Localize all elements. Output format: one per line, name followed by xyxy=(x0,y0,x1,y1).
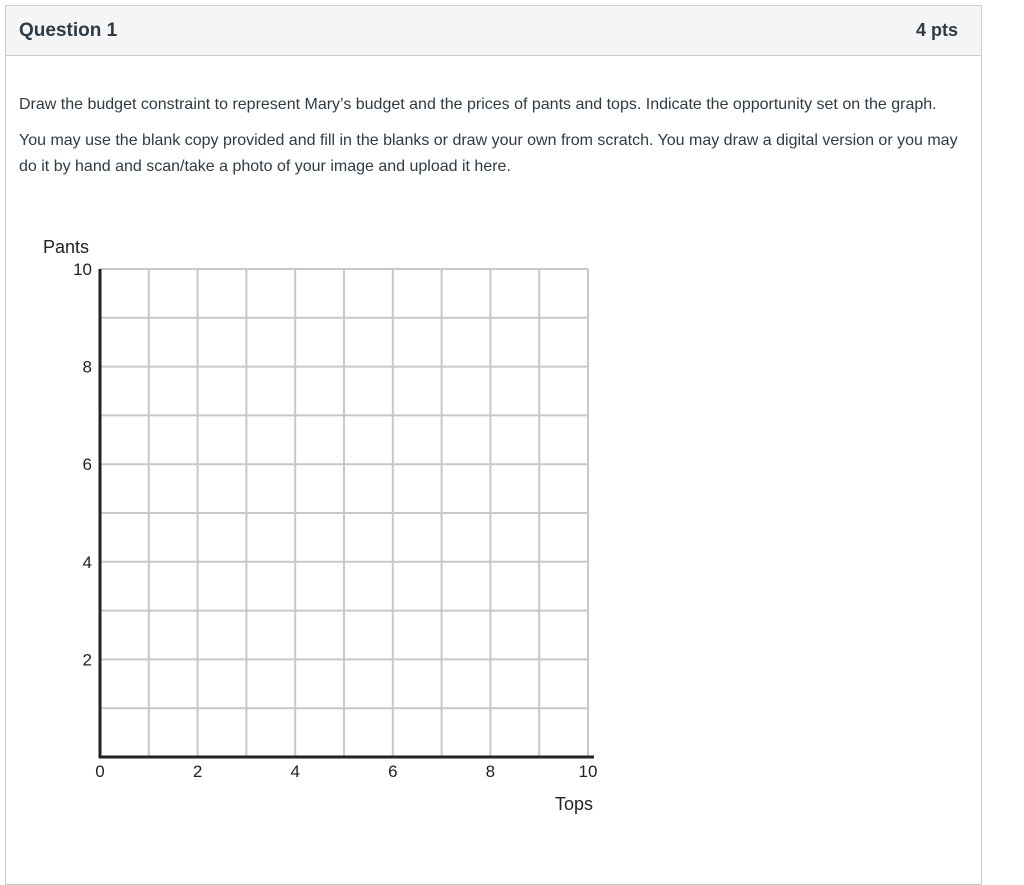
question-text-1: Draw the budget constraint to represent Mary’s budget and the prices of pants and tops. Indicate the opportunity set on the graph. xyxy=(19,96,937,113)
x-tick-label: 10 xyxy=(578,762,598,781)
question-text-2: You may use the blank copy provided and fill in the blanks or draw your own from scratch. You may draw a digital version or you may do it by hand and scan/take a photo of your image and upload it here. xyxy=(19,132,958,175)
chart-grid xyxy=(100,269,588,757)
x-axis-label: Tops xyxy=(554,794,594,814)
x-tick-label: 2 xyxy=(192,762,203,781)
y-tick-label: 8 xyxy=(82,357,92,377)
y-tick-label: 4 xyxy=(82,552,92,572)
y-tick-label: 10 xyxy=(73,260,92,279)
question-title: Question 1 xyxy=(19,19,118,41)
y-tick-label: 6 xyxy=(82,455,92,475)
x-tick-label: 0 xyxy=(95,762,105,781)
x-tick-label: 6 xyxy=(388,762,398,781)
y-axis-label: Pants xyxy=(43,237,90,257)
question-points: 4 pts xyxy=(915,20,958,40)
chart-labels xyxy=(43,237,597,814)
x-tick-label: 8 xyxy=(485,762,496,781)
y-tick-label: 2 xyxy=(82,650,92,670)
x-tick-label: 4 xyxy=(290,762,300,781)
